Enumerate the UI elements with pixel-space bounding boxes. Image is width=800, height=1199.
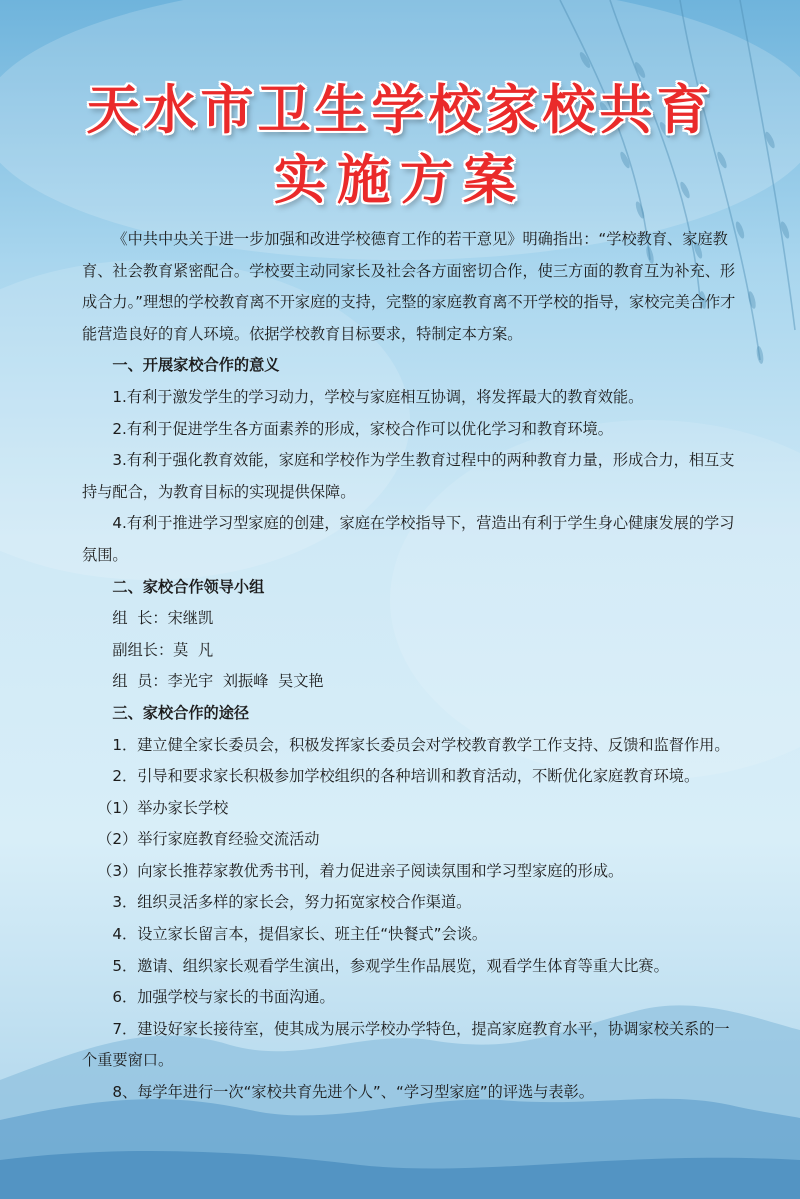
section3-item: 2．引导和要求家长积极参加学校组织的各种培训和教育活动，不断优化家庭教育环境。 — [112, 767, 700, 786]
section1-item: 3.有利于强化教育效能，家庭和学校作为学生教育过程中的两种教育力量，形成合力，相互支持与配合，为教育目标的实现提供保障。 — [82, 451, 735, 501]
section3-item: 8、每学年进行一次“家校共育先进个人”、“学习型家庭”的评选与表彰。 — [112, 1083, 594, 1102]
section3-item: 1．建立健全家长委员会，积极发挥家长委员会对学校教育教学工作支持、反馈和监督作用。 — [112, 735, 730, 754]
group-deputy: 副组长：莫 凡 — [112, 640, 214, 659]
section3-item: 7．建设好家长接待室，使其成为展示学校办学特色，提高家庭教育水平，协调家校关系的一个重要窗口。 — [82, 1019, 730, 1070]
section3-item: 6．加强学校与家长的书面沟通。 — [112, 988, 335, 1007]
section3-subitem: （1）举办家长学校 — [97, 798, 229, 817]
section3-item: 3．组织灵活多样的家长会，努力拓宽家校合作渠道。 — [112, 893, 472, 912]
section3-subitem: （3）向家长推荐家教优秀书刊，着力促进亲子阅读氛围和学习型家庭的形成。 — [97, 861, 624, 880]
document-body — [82, 224, 744, 1109]
section3-heading: 三、家校合作的途径 — [112, 703, 250, 722]
section1-item: 1.有利于激发学生的学习动力，学校与家庭相互协调，将发挥最大的教育效能。 — [112, 387, 644, 406]
section1-heading: 一、开展家校合作的意义 — [112, 356, 280, 375]
section2-heading: 二、家校合作领导小组 — [112, 577, 265, 596]
section3-subitem: （2）举行家庭教育经验交流活动 — [97, 830, 320, 849]
group-leader: 组 长：宋继凯 — [112, 609, 214, 628]
group-members: 组 员：李光宇 刘振峰 吴文艳 — [112, 672, 324, 691]
section3-item: 4．设立家长留言本，提倡家长、班主任“快餐式”会谈。 — [112, 925, 488, 944]
section3-item: 5．邀请、组织家长观看学生演出，参观学生作品展览，观看学生体育等重大比赛。 — [112, 956, 669, 975]
page-title-line2: 实施方案 — [274, 149, 526, 211]
section1-item: 4.有利于推进学习型家庭的创建，家庭在学校指导下，营造出有利于学生身心健康发展的学习氛围。 — [82, 514, 735, 564]
section1-item: 2.有利于促进学生各方面素养的形成，家校合作可以优化学习和教育环境。 — [112, 419, 613, 438]
page-title-line1: 天水市卫生学校家校共育 — [86, 79, 714, 141]
intro-paragraph: 《中共中央关于进一步加强和改进学校德育工作的若干意见》明确指出：“学校教育、家庭教育、社会教育紧密配合。学校要主动同家长及社会各方面密切合作，使三方面的教育互为补充、形成合力。”理想的学校教育离不开家庭的支持，完整的家庭教育离不开学校的指导，家校完美合作才能营造良好的育人环境。依据学校教育目标要求，特制定本方案。 — [82, 230, 736, 343]
